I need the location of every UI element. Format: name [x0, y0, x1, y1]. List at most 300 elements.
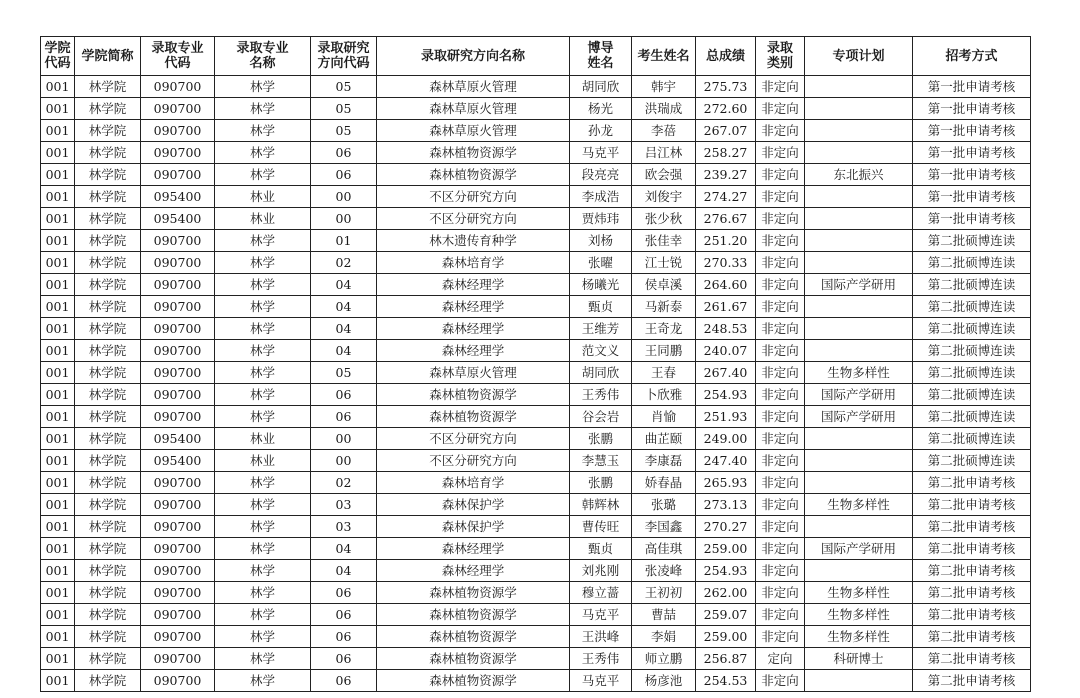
cell-candidate: 王春: [632, 362, 696, 384]
cell-category: 非定向: [756, 362, 805, 384]
cell-direction-code: 00: [311, 208, 377, 230]
cell-college-code: 001: [41, 516, 75, 538]
cell-category: 非定向: [756, 384, 805, 406]
cell-supervisor: 胡同欣: [570, 362, 632, 384]
header-major-name: 录取专业 名称: [215, 37, 311, 76]
cell-supervisor: 李慧玉: [570, 450, 632, 472]
cell-direction-code: 06: [311, 582, 377, 604]
cell-direction-name: 森林经理学: [377, 318, 570, 340]
cell-college-code: 001: [41, 186, 75, 208]
cell-category: 非定向: [756, 516, 805, 538]
cell-major-name: 林学: [215, 538, 311, 560]
cell-special-plan: 生物多样性: [805, 494, 913, 516]
cell-major-code: 095400: [141, 450, 215, 472]
table-row: [41, 76, 1031, 98]
cell-major-name: 林学: [215, 318, 311, 340]
cell-college-code: 001: [41, 318, 75, 340]
cell-major-code: 090700: [141, 538, 215, 560]
cell-major-name: 林学: [215, 626, 311, 648]
cell-college-code: 001: [41, 406, 75, 428]
cell-major-name: 林业: [215, 208, 311, 230]
cell-college-name: 林学院: [75, 406, 141, 428]
cell-major-name: 林学: [215, 362, 311, 384]
cell-college-name: 林学院: [75, 164, 141, 186]
cell-candidate: 韩宇: [632, 76, 696, 98]
table-row: [41, 252, 1031, 274]
cell-college-name: 林学院: [75, 230, 141, 252]
table-row: [41, 516, 1031, 538]
cell-direction-name: 不区分研究方向: [377, 450, 570, 472]
cell-direction-name: 森林植物资源学: [377, 604, 570, 626]
cell-candidate: 张璐: [632, 494, 696, 516]
cell-major-code: 090700: [141, 296, 215, 318]
cell-direction-code: 00: [311, 450, 377, 472]
cell-college-code: 001: [41, 450, 75, 472]
table-row: [41, 560, 1031, 582]
cell-college-name: 林学院: [75, 560, 141, 582]
cell-category: 非定向: [756, 120, 805, 142]
cell-method: 第二批硕博连读: [913, 274, 1031, 296]
cell-major-code: 090700: [141, 516, 215, 538]
table-body: [41, 76, 1031, 692]
cell-college-name: 林学院: [75, 252, 141, 274]
cell-category: 非定向: [756, 296, 805, 318]
cell-college-code: 001: [41, 560, 75, 582]
cell-score: 265.93: [696, 472, 756, 494]
cell-candidate: 师立鹏: [632, 648, 696, 670]
cell-category: 非定向: [756, 208, 805, 230]
table-row: [41, 208, 1031, 230]
cell-special-plan: 国际产学研用: [805, 384, 913, 406]
admission-table: [40, 36, 1031, 692]
cell-major-code: 090700: [141, 120, 215, 142]
cell-candidate: 马新泰: [632, 296, 696, 318]
cell-special-plan: [805, 120, 913, 142]
cell-supervisor: 王秀伟: [570, 384, 632, 406]
cell-major-name: 林学: [215, 516, 311, 538]
cell-candidate: 张少秋: [632, 208, 696, 230]
cell-category: 非定向: [756, 472, 805, 494]
cell-major-name: 林学: [215, 582, 311, 604]
cell-college-name: 林学院: [75, 142, 141, 164]
cell-supervisor: 孙龙: [570, 120, 632, 142]
cell-major-name: 林业: [215, 428, 311, 450]
cell-category: 非定向: [756, 670, 805, 692]
cell-method: 第二批申请考核: [913, 516, 1031, 538]
cell-candidate: 卜欣雅: [632, 384, 696, 406]
header-row: [41, 37, 1031, 76]
cell-college-code: 001: [41, 252, 75, 274]
cell-special-plan: [805, 516, 913, 538]
cell-college-code: 001: [41, 648, 75, 670]
cell-score: 259.07: [696, 604, 756, 626]
cell-category: 非定向: [756, 428, 805, 450]
cell-college-code: 001: [41, 76, 75, 98]
cell-category: 非定向: [756, 142, 805, 164]
cell-method: 第二批申请考核: [913, 648, 1031, 670]
cell-special-plan: 生物多样性: [805, 626, 913, 648]
cell-special-plan: [805, 428, 913, 450]
cell-special-plan: [805, 450, 913, 472]
cell-college-name: 林学院: [75, 274, 141, 296]
cell-direction-name: 森林植物资源学: [377, 406, 570, 428]
header-college-code: 学院 代码: [41, 37, 75, 76]
cell-college-name: 林学院: [75, 384, 141, 406]
cell-candidate: 李康磊: [632, 450, 696, 472]
cell-supervisor: 胡同欣: [570, 76, 632, 98]
cell-major-code: 090700: [141, 560, 215, 582]
cell-category: 非定向: [756, 274, 805, 296]
cell-direction-code: 00: [311, 428, 377, 450]
cell-direction-name: 不区分研究方向: [377, 428, 570, 450]
cell-score: 275.73: [696, 76, 756, 98]
cell-candidate: 李娟: [632, 626, 696, 648]
cell-special-plan: [805, 208, 913, 230]
cell-direction-code: 00: [311, 186, 377, 208]
cell-score: 256.87: [696, 648, 756, 670]
table-row: [41, 274, 1031, 296]
cell-major-name: 林业: [215, 450, 311, 472]
header-special-plan: 专项计划: [805, 37, 913, 76]
cell-major-name: 林学: [215, 406, 311, 428]
cell-category: 非定向: [756, 186, 805, 208]
cell-method: 第二批硕博连读: [913, 230, 1031, 252]
cell-score: 270.27: [696, 516, 756, 538]
cell-candidate: 肖愉: [632, 406, 696, 428]
cell-supervisor: 甄贞: [570, 538, 632, 560]
cell-college-name: 林学院: [75, 76, 141, 98]
cell-college-name: 林学院: [75, 648, 141, 670]
cell-special-plan: [805, 560, 913, 582]
cell-category: 非定向: [756, 626, 805, 648]
cell-major-name: 林学: [215, 230, 311, 252]
cell-major-code: 090700: [141, 142, 215, 164]
cell-candidate: 李蓓: [632, 120, 696, 142]
cell-direction-code: 06: [311, 670, 377, 692]
table-row: [41, 186, 1031, 208]
cell-supervisor: 王维芳: [570, 318, 632, 340]
cell-direction-code: 04: [311, 296, 377, 318]
table-row: [41, 406, 1031, 428]
cell-special-plan: 生物多样性: [805, 604, 913, 626]
cell-supervisor: 贾炜玮: [570, 208, 632, 230]
cell-supervisor: 杨光: [570, 98, 632, 120]
cell-college-name: 林学院: [75, 362, 141, 384]
cell-method: 第二批申请考核: [913, 582, 1031, 604]
cell-direction-name: 森林植物资源学: [377, 670, 570, 692]
cell-category: 非定向: [756, 450, 805, 472]
header-method: 招考方式: [913, 37, 1031, 76]
cell-direction-name: 林木遗传育种学: [377, 230, 570, 252]
table-row: [41, 142, 1031, 164]
cell-category: 非定向: [756, 164, 805, 186]
table-row: [41, 428, 1031, 450]
cell-supervisor: 谷会岩: [570, 406, 632, 428]
cell-major-name: 林学: [215, 560, 311, 582]
cell-major-name: 林学: [215, 648, 311, 670]
cell-major-name: 林学: [215, 384, 311, 406]
cell-score: 239.27: [696, 164, 756, 186]
cell-college-name: 林学院: [75, 604, 141, 626]
cell-special-plan: [805, 472, 913, 494]
header-direction-code: 录取研究 方向代码: [311, 37, 377, 76]
cell-supervisor: 刘兆刚: [570, 560, 632, 582]
cell-candidate: 杨彦池: [632, 670, 696, 692]
cell-college-code: 001: [41, 296, 75, 318]
cell-major-code: 090700: [141, 472, 215, 494]
cell-method: 第二批硕博连读: [913, 340, 1031, 362]
cell-method: 第一批申请考核: [913, 186, 1031, 208]
cell-major-code: 090700: [141, 164, 215, 186]
cell-candidate: 王奇龙: [632, 318, 696, 340]
cell-major-code: 095400: [141, 186, 215, 208]
cell-major-code: 090700: [141, 384, 215, 406]
cell-major-code: 090700: [141, 626, 215, 648]
cell-college-name: 林学院: [75, 582, 141, 604]
cell-score: 267.07: [696, 120, 756, 142]
table-row: [41, 494, 1031, 516]
cell-category: 定向: [756, 648, 805, 670]
cell-college-code: 001: [41, 340, 75, 362]
cell-method: 第二批硕博连读: [913, 296, 1031, 318]
cell-category: 非定向: [756, 582, 805, 604]
cell-candidate: 江士锐: [632, 252, 696, 274]
cell-score: 247.40: [696, 450, 756, 472]
table-row: [41, 582, 1031, 604]
cell-direction-name: 森林经理学: [377, 560, 570, 582]
cell-candidate: 洪瑞成: [632, 98, 696, 120]
cell-college-name: 林学院: [75, 626, 141, 648]
cell-major-code: 090700: [141, 76, 215, 98]
cell-category: 非定向: [756, 604, 805, 626]
cell-method: 第二批硕博连读: [913, 384, 1031, 406]
cell-method: 第一批申请考核: [913, 98, 1031, 120]
cell-major-code: 090700: [141, 362, 215, 384]
cell-candidate: 刘俊宇: [632, 186, 696, 208]
cell-score: 240.07: [696, 340, 756, 362]
table-row: [41, 120, 1031, 142]
header-supervisor: 博导 姓名: [570, 37, 632, 76]
cell-method: 第二批申请考核: [913, 670, 1031, 692]
cell-college-name: 林学院: [75, 494, 141, 516]
cell-supervisor: 王洪峰: [570, 626, 632, 648]
table-row: [41, 670, 1031, 692]
cell-direction-name: 森林培育学: [377, 472, 570, 494]
cell-special-plan: [805, 186, 913, 208]
cell-direction-code: 06: [311, 384, 377, 406]
cell-college-code: 001: [41, 230, 75, 252]
cell-method: 第二批硕博连读: [913, 362, 1031, 384]
header-score: 总成绩: [696, 37, 756, 76]
cell-college-code: 001: [41, 208, 75, 230]
cell-special-plan: [805, 252, 913, 274]
cell-direction-code: 01: [311, 230, 377, 252]
cell-category: 非定向: [756, 406, 805, 428]
cell-candidate: 曹喆: [632, 604, 696, 626]
table-row: [41, 626, 1031, 648]
header-category: 录取 类别: [756, 37, 805, 76]
cell-method: 第一批申请考核: [913, 142, 1031, 164]
cell-direction-name: 森林植物资源学: [377, 582, 570, 604]
cell-direction-name: 森林保护学: [377, 494, 570, 516]
cell-direction-name: 森林草原火管理: [377, 120, 570, 142]
cell-college-code: 001: [41, 164, 75, 186]
cell-major-code: 090700: [141, 318, 215, 340]
cell-supervisor: 范文义: [570, 340, 632, 362]
cell-major-code: 090700: [141, 406, 215, 428]
cell-category: 非定向: [756, 230, 805, 252]
cell-direction-name: 森林经理学: [377, 538, 570, 560]
cell-category: 非定向: [756, 340, 805, 362]
table-row: [41, 604, 1031, 626]
cell-category: 非定向: [756, 98, 805, 120]
cell-special-plan: 生物多样性: [805, 582, 913, 604]
cell-score: 254.93: [696, 384, 756, 406]
cell-college-name: 林学院: [75, 120, 141, 142]
cell-candidate: 王初初: [632, 582, 696, 604]
cell-major-code: 090700: [141, 604, 215, 626]
cell-major-name: 林学: [215, 120, 311, 142]
cell-major-name: 林学: [215, 164, 311, 186]
cell-major-name: 林学: [215, 670, 311, 692]
cell-special-plan: 科研博士: [805, 648, 913, 670]
cell-special-plan: [805, 142, 913, 164]
cell-major-code: 090700: [141, 670, 215, 692]
cell-supervisor: 甄贞: [570, 296, 632, 318]
cell-special-plan: [805, 318, 913, 340]
cell-direction-name: 森林草原火管理: [377, 76, 570, 98]
cell-supervisor: 张鹏: [570, 428, 632, 450]
cell-college-code: 001: [41, 472, 75, 494]
cell-special-plan: 东北振兴: [805, 164, 913, 186]
cell-score: 254.53: [696, 670, 756, 692]
cell-direction-code: 06: [311, 626, 377, 648]
cell-supervisor: 韩辉林: [570, 494, 632, 516]
cell-college-code: 001: [41, 384, 75, 406]
cell-major-name: 林学: [215, 274, 311, 296]
cell-major-code: 090700: [141, 648, 215, 670]
cell-category: 非定向: [756, 252, 805, 274]
cell-method: 第二批硕博连读: [913, 428, 1031, 450]
cell-direction-code: 06: [311, 142, 377, 164]
cell-direction-name: 森林草原火管理: [377, 362, 570, 384]
cell-method: 第二批申请考核: [913, 494, 1031, 516]
cell-college-code: 001: [41, 604, 75, 626]
cell-direction-code: 05: [311, 362, 377, 384]
cell-major-name: 林学: [215, 252, 311, 274]
cell-major-code: 090700: [141, 494, 215, 516]
cell-method: 第二批硕博连读: [913, 406, 1031, 428]
cell-direction-name: 森林草原火管理: [377, 98, 570, 120]
cell-college-name: 林学院: [75, 186, 141, 208]
cell-major-name: 林学: [215, 142, 311, 164]
cell-direction-name: 不区分研究方向: [377, 208, 570, 230]
table-row: [41, 648, 1031, 670]
cell-score: 262.00: [696, 582, 756, 604]
cell-category: 非定向: [756, 560, 805, 582]
cell-method: 第一批申请考核: [913, 120, 1031, 142]
cell-category: 非定向: [756, 318, 805, 340]
cell-special-plan: 国际产学研用: [805, 274, 913, 296]
table-row: [41, 318, 1031, 340]
cell-score: 251.93: [696, 406, 756, 428]
cell-college-code: 001: [41, 494, 75, 516]
cell-major-name: 林学: [215, 472, 311, 494]
table-row: [41, 340, 1031, 362]
cell-method: 第一批申请考核: [913, 76, 1031, 98]
cell-supervisor: 马克平: [570, 604, 632, 626]
cell-method: 第二批申请考核: [913, 626, 1031, 648]
cell-category: 非定向: [756, 76, 805, 98]
cell-major-code: 090700: [141, 340, 215, 362]
cell-score: 267.40: [696, 362, 756, 384]
cell-college-name: 林学院: [75, 296, 141, 318]
table-row: [41, 384, 1031, 406]
cell-direction-name: 森林经理学: [377, 296, 570, 318]
cell-method: 第一批申请考核: [913, 164, 1031, 186]
cell-college-name: 林学院: [75, 318, 141, 340]
cell-supervisor: 马克平: [570, 670, 632, 692]
table-row: [41, 538, 1031, 560]
cell-college-code: 001: [41, 428, 75, 450]
cell-category: 非定向: [756, 494, 805, 516]
cell-college-code: 001: [41, 670, 75, 692]
header-major-code: 录取专业 代码: [141, 37, 215, 76]
cell-direction-code: 02: [311, 252, 377, 274]
cell-score: 258.27: [696, 142, 756, 164]
cell-direction-code: 06: [311, 604, 377, 626]
header-candidate: 考生姓名: [632, 37, 696, 76]
cell-special-plan: [805, 98, 913, 120]
cell-major-name: 林学: [215, 604, 311, 626]
cell-direction-code: 04: [311, 560, 377, 582]
cell-direction-code: 06: [311, 406, 377, 428]
cell-major-name: 林业: [215, 186, 311, 208]
cell-direction-code: 04: [311, 274, 377, 296]
table-row: [41, 362, 1031, 384]
cell-score: 272.60: [696, 98, 756, 120]
cell-score: 273.13: [696, 494, 756, 516]
cell-supervisor: 杨曦光: [570, 274, 632, 296]
header-college-name: 学院简称: [75, 37, 141, 76]
cell-college-name: 林学院: [75, 98, 141, 120]
cell-major-name: 林学: [215, 494, 311, 516]
cell-candidate: 娇春晶: [632, 472, 696, 494]
cell-major-code: 090700: [141, 582, 215, 604]
cell-direction-name: 森林保护学: [377, 516, 570, 538]
cell-college-name: 林学院: [75, 538, 141, 560]
cell-candidate: 高佳琪: [632, 538, 696, 560]
cell-college-name: 林学院: [75, 450, 141, 472]
cell-special-plan: [805, 670, 913, 692]
cell-supervisor: 曹传旺: [570, 516, 632, 538]
cell-candidate: 吕江林: [632, 142, 696, 164]
cell-special-plan: [805, 230, 913, 252]
cell-supervisor: 张鹏: [570, 472, 632, 494]
cell-method: 第二批硕博连读: [913, 318, 1031, 340]
cell-college-code: 001: [41, 274, 75, 296]
cell-direction-code: 03: [311, 494, 377, 516]
cell-major-name: 林学: [215, 340, 311, 362]
cell-score: 254.93: [696, 560, 756, 582]
cell-special-plan: 国际产学研用: [805, 406, 913, 428]
cell-special-plan: [805, 340, 913, 362]
cell-candidate: 李国鑫: [632, 516, 696, 538]
cell-special-plan: 生物多样性: [805, 362, 913, 384]
cell-direction-name: 不区分研究方向: [377, 186, 570, 208]
table-row: [41, 230, 1031, 252]
cell-direction-code: 06: [311, 164, 377, 186]
